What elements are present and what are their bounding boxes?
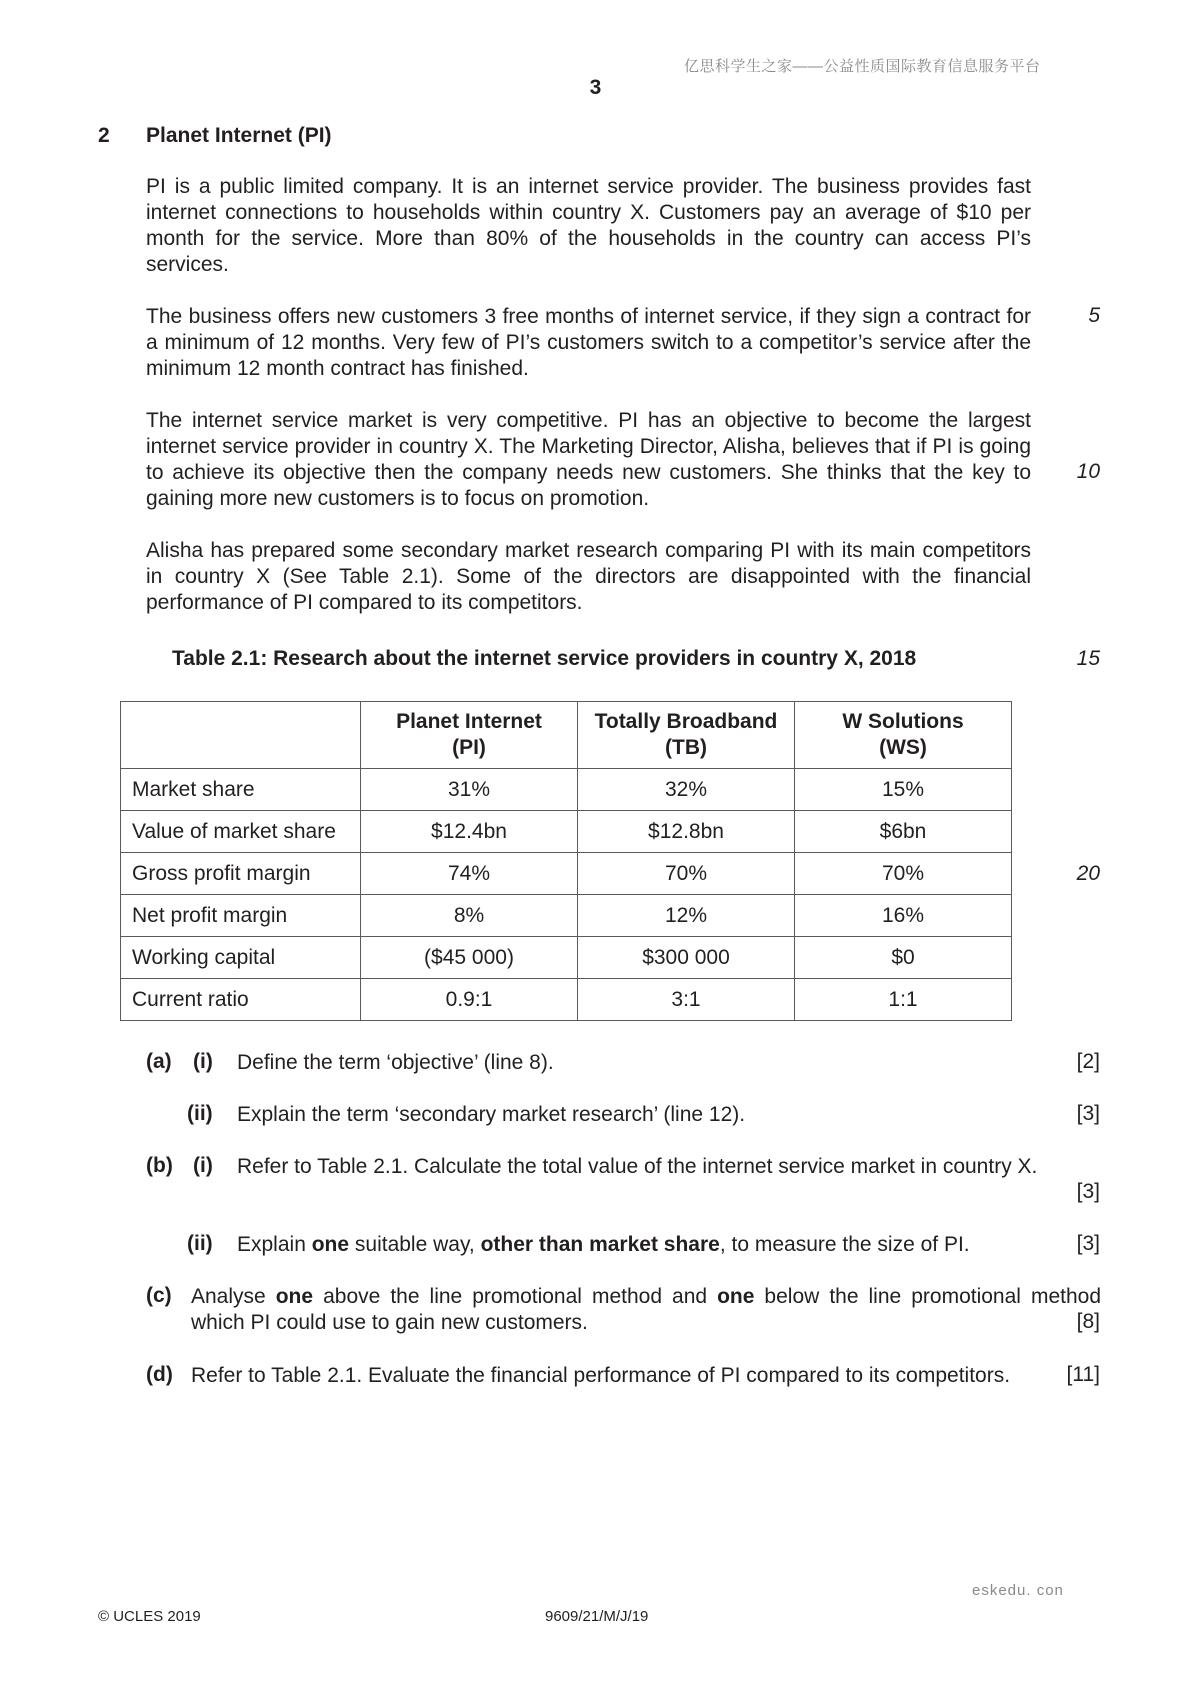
cell-value: 12%: [578, 895, 795, 937]
cell-value: 70%: [795, 853, 1012, 895]
table-row: [121, 979, 1012, 1021]
cell-value: 3:1: [578, 979, 795, 1021]
part-a-ii-text: Explain the term ‘secondary market research’ (line 12).: [237, 1103, 746, 1126]
cell-value: 32%: [578, 769, 795, 811]
part-a-ii-marks: [3]: [1076, 1102, 1100, 1125]
footer-copyright: © UCLES 2019: [98, 1608, 201, 1625]
text-run: below the line promotional method which PI could use to gain new customers.: [191, 1285, 1102, 1334]
part-d-text: Refer to Table 2.1. Evaluate the financial performance of PI compared to its competitors.: [191, 1364, 1011, 1387]
research-table: [120, 701, 1012, 1021]
text-run: Analyse: [191, 1285, 276, 1308]
cell-value: $300 000: [578, 937, 795, 979]
row-label: Net profit margin: [121, 895, 361, 937]
cell-value: $0: [795, 937, 1012, 979]
table-title: Table 2.1: Research about the internet service providers in country X, 2018: [172, 647, 917, 670]
cell-value: ($45 000): [361, 937, 578, 979]
part-a-label: (a): [146, 1050, 172, 1073]
row-label: Market share: [121, 769, 361, 811]
cell-value: 0.9:1: [361, 979, 578, 1021]
cell-value: 31%: [361, 769, 578, 811]
part-a-i-marks: [2]: [1076, 1050, 1100, 1073]
watermark-text: 亿思科学生之家——公益性质国际教育信息服务平台: [684, 58, 1041, 75]
table-header-row: [121, 702, 1012, 769]
paragraph-4: Alisha has prepared some secondary market research comparing PI with its main competitors in country X (See Table 2.1). Some of the directors are disappointed with the financial performance of PI compared to its competitors.: [146, 539, 1031, 614]
part-b-i-label: (i): [193, 1154, 213, 1177]
text-run: above the line promotional method and: [313, 1285, 718, 1308]
paragraph-3: The internet service market is very competitive. PI has an objective to become the largest internet service provider in country X. The Marketing Director, Alisha, believes that if PI is going to achieve its objective then the company needs new customers. She thinks that the key to gaining more new customers is to focus on promotion.: [146, 409, 1031, 510]
paragraph-2: The business offers new customers 3 free months of internet service, if they sign a contract for a minimum of 12 months. Very few of PI’s customers switch to a competitor’s service after the minimum 12 month contract has finished.: [146, 305, 1031, 380]
part-b-ii-marks: [3]: [1076, 1232, 1100, 1255]
question-title: Planet Internet (PI): [146, 124, 332, 147]
part-b-i-text: Refer to Table 2.1. Calculate the total value of the internet service market in country X.: [237, 1155, 1038, 1178]
paragraph-1: PI is a public limited company. It is an internet service provider. The business provides fast internet connections to households within country X. Customers pay an average of $10 per month for the service. More than 80% of the households in the country can access PI’s services.: [146, 175, 1031, 276]
text-run: suitable way,: [349, 1233, 481, 1256]
cell-value: 70%: [578, 853, 795, 895]
header-line: Planet Internet: [396, 710, 542, 733]
table-row: [121, 811, 1012, 853]
row-label: Current ratio: [121, 979, 361, 1021]
table-header-tb: [578, 702, 795, 769]
cell-value: 8%: [361, 895, 578, 937]
table-header-pi: [361, 702, 578, 769]
part-b-ii-label: (ii): [187, 1232, 213, 1255]
cell-value: $12.8bn: [578, 811, 795, 853]
header-line: (TB): [665, 736, 707, 759]
part-d-marks: [11]: [1066, 1363, 1100, 1386]
header-line: Totally Broadband: [594, 710, 778, 733]
cell-value: 1:1: [795, 979, 1012, 1021]
cell-value: 15%: [795, 769, 1012, 811]
emphasis: one: [275, 1285, 314, 1308]
cell-value: 16%: [795, 895, 1012, 937]
emphasis: one: [717, 1285, 755, 1308]
line-number: 10: [1076, 460, 1100, 483]
line-number: 15: [1076, 647, 1100, 670]
table-row: [121, 769, 1012, 811]
part-a-ii-label: (ii): [187, 1102, 213, 1125]
row-label: Value of market share: [121, 811, 361, 853]
part-a-i-text: Define the term ‘objective’ (line 8).: [237, 1051, 554, 1074]
header-line: W Solutions: [842, 710, 964, 733]
row-label: Gross profit margin: [121, 853, 361, 895]
cell-value: $6bn: [795, 811, 1012, 853]
line-number: 5: [1088, 304, 1100, 327]
table-row: [121, 853, 1012, 895]
part-c-marks: [8]: [1076, 1310, 1100, 1333]
text-run: , to measure the size of PI.: [719, 1233, 970, 1256]
part-c-text: [191, 1284, 1101, 1336]
emphasis: other than market share: [480, 1233, 720, 1256]
part-b-i-marks: [3]: [1076, 1180, 1100, 1203]
header-line: (PI): [452, 736, 486, 759]
site-watermark: eskedu. con: [972, 1582, 1064, 1599]
part-d-label: (d): [146, 1363, 173, 1386]
header-line: (WS): [879, 736, 927, 759]
part-b-ii-text: [237, 1232, 1037, 1258]
footer-paper-code: 9609/21/M/J/19: [545, 1608, 649, 1625]
part-c-label: (c): [146, 1284, 172, 1307]
row-label: Working capital: [121, 937, 361, 979]
text-run: Explain: [237, 1233, 312, 1256]
table-header-ws: [795, 702, 1012, 769]
part-a-i-label: (i): [193, 1050, 213, 1073]
table-row: [121, 895, 1012, 937]
emphasis: one: [311, 1233, 350, 1256]
page-number: 3: [589, 76, 602, 99]
table-row: [121, 937, 1012, 979]
part-b-label: (b): [146, 1154, 173, 1177]
question-number: 2: [98, 124, 110, 147]
cell-value: 74%: [361, 853, 578, 895]
cell-value: $12.4bn: [361, 811, 578, 853]
table-header-empty: [121, 702, 361, 769]
line-number: 20: [1076, 862, 1100, 885]
